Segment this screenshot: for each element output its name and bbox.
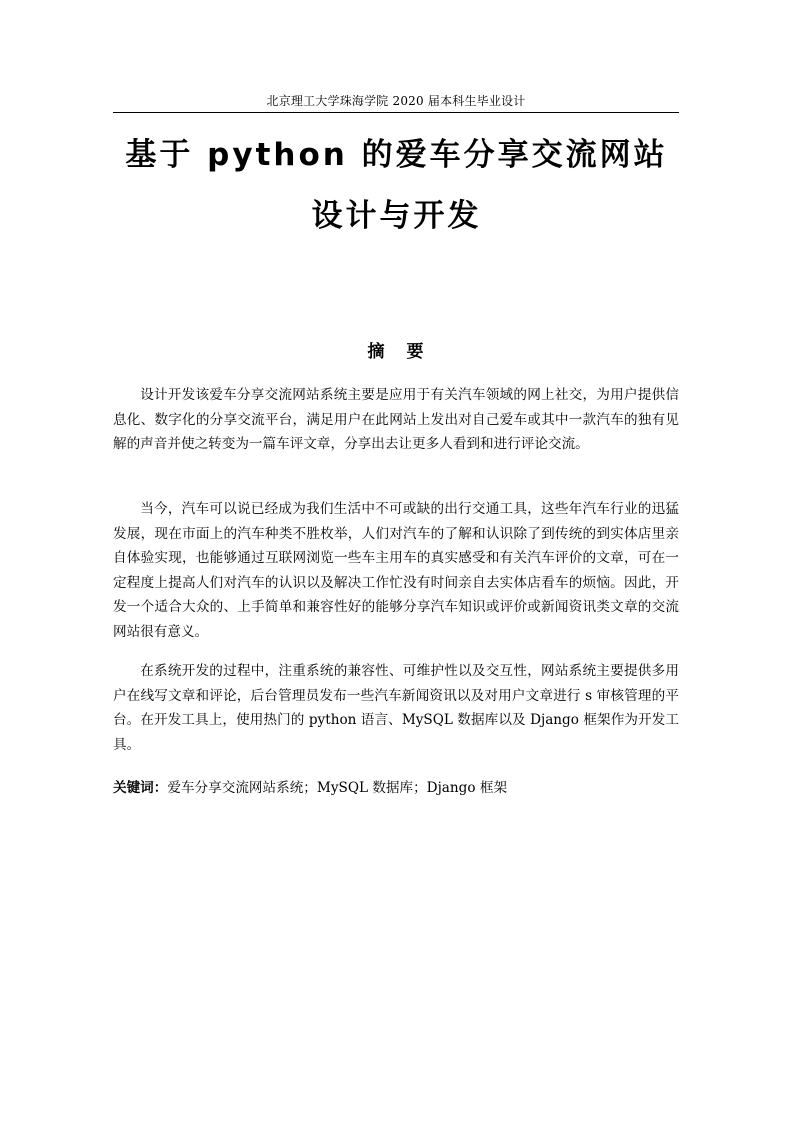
running-header: 北京理工大学珠海学院 2020 届本科生毕业设计: [266, 94, 526, 108]
header-rule: [113, 112, 679, 113]
keywords-line: [113, 776, 679, 800]
abstract-heading: 摘 要: [367, 342, 425, 362]
keywords-text: 爱车分享交流网站系统；MySQL 数据库；Django 框架: [167, 780, 508, 796]
thesis-title-line-1: 基于 python 的爱车分享交流网站: [125, 137, 668, 173]
thesis-title-line-2: 设计与开发: [311, 198, 482, 234]
abstract-paragraph-3: 在系统开发的过程中，注重系统的兼容性、可维护性以及交互性，网站系统主要提供多用户在线写文章和评论，后台管理员发布一些汽车新闻资讯以及对用户文章进行 s 审核管理的平台。在开发工具上，使用热门的 python 语言、MySQL 数据库以及 Django 框架作为开发工具。: [113, 663, 679, 753]
abstract-paragraph-1: 设计开发该爱车分享交流网站系统主要是应用于有关汽车领域的网上社交，为用户提供信息化、数字化的分享交流平台，满足用户在此网站上发出对自己爱车或其中一款汽车的独有见解的声音并使之转变为一篇车评文章，分享出去让更多人看到和进行评论交流。: [113, 387, 679, 452]
keywords-label: 关键词：: [113, 780, 168, 796]
abstract-paragraph-2: 当今，汽车可以说已经成为我们生活中不可或缺的出行交通工具，这些年汽车行业的迅猛发展，现在市面上的汽车种类不胜枚举，人们对汽车的了解和认识除了到传统的到实体店里亲自体验实现，也能够通过互联网浏览一些车主用车的真实感受和有关汽车评价的文章，可在一定程度上提高人们对汽车的认识以及解决工作忙没有时间亲自去实体店看车的烦恼。因此，开发一个适合大众的、上手简单和兼容性好的能够分享汽车知识或评价或新闻资讯类文章的交流网站很有意义。: [113, 501, 679, 640]
